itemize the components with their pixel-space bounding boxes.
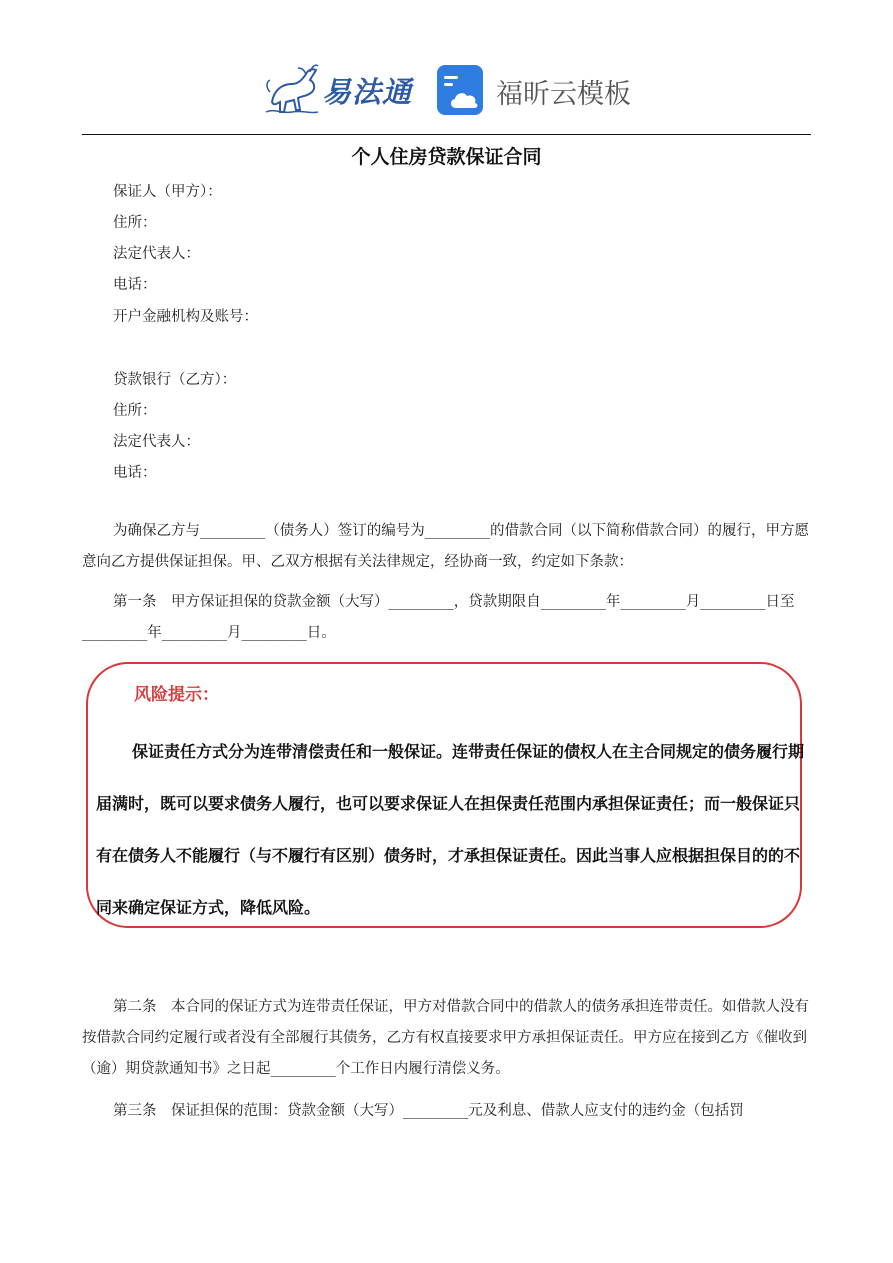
document-header [0, 58, 893, 124]
article-1-paragraph [82, 587, 822, 649]
article-3-paragraph [82, 1096, 822, 1127]
party-b-legal-rep: 法定代表人： [113, 434, 200, 450]
preamble-paragraph [82, 516, 822, 578]
article-1-text: 第一条 甲方保证担保的贷款金额（大写）_________，贷款期限自_________年_________月_________日至_________年_________月_________日。 [82, 594, 795, 641]
cloud-doc-icon [436, 64, 486, 116]
article-3-text: 第三条 保证担保的范围：贷款金额（大写）_________元及利息、借款人应支付的违约金（包括罚 [113, 1103, 744, 1119]
page-title: 个人住房贷款保证合同 [351, 146, 542, 168]
party-b-phone: 电话： [113, 465, 157, 481]
risk-notice-box [86, 662, 805, 928]
party-a-name: 保证人（甲方）： [113, 184, 222, 200]
risk-notice-body: 保证责任方式分为连带清偿责任和一般保证。连带责任保证的债权人在主合同规定的债务履行期届满时，既可以要求债务人履行，也可以要求保证人在担保责任范围内承担保证责任；而一般保证只有在债务人不能履行（与不履行有区别）债务时，才承担保证责任。因此当事人应根据担保目的的不同来确定保证方式，降低风险。 [96, 742, 805, 917]
yifatong-logo-text: 易法通 [322, 75, 413, 109]
party-b-address: 住所： [113, 403, 157, 419]
party-a-legal-rep: 法定代表人： [113, 246, 200, 262]
party-b-name: 贷款银行（乙方）： [113, 372, 237, 388]
risk-notice-title: 风险提示： [134, 685, 219, 705]
party-a-phone: 电话： [113, 277, 157, 293]
fuxin-logo-text: 福昕云模板 [496, 79, 631, 110]
article-2-paragraph [82, 992, 822, 1085]
party-a-address: 住所： [113, 215, 157, 231]
party-a-bank-account: 开户金融机构及账号： [113, 309, 258, 325]
preamble-text: 为确保乙方与_________（债务人）签订的编号为_________的借款合同（以下简称借款合同）的履行，甲方愿意向乙方提供保证担保。甲、乙双方根据有关法律规定，经协商一致，约定如下条款： [82, 523, 809, 570]
qilin-icon [262, 62, 322, 118]
header-divider [82, 134, 811, 135]
article-2-text: 第二条 本合同的保证方式为连带责任保证，甲方对借款合同中的借款人的债务承担连带责任。如借款人没有按借款合同约定履行或者没有全部履行其债务，乙方有权直接要求甲方承担保证责任。甲方应在接到乙方《催收到（逾）期贷款通知书》之日起_________个工作日内履行清偿义务。 [82, 999, 809, 1077]
